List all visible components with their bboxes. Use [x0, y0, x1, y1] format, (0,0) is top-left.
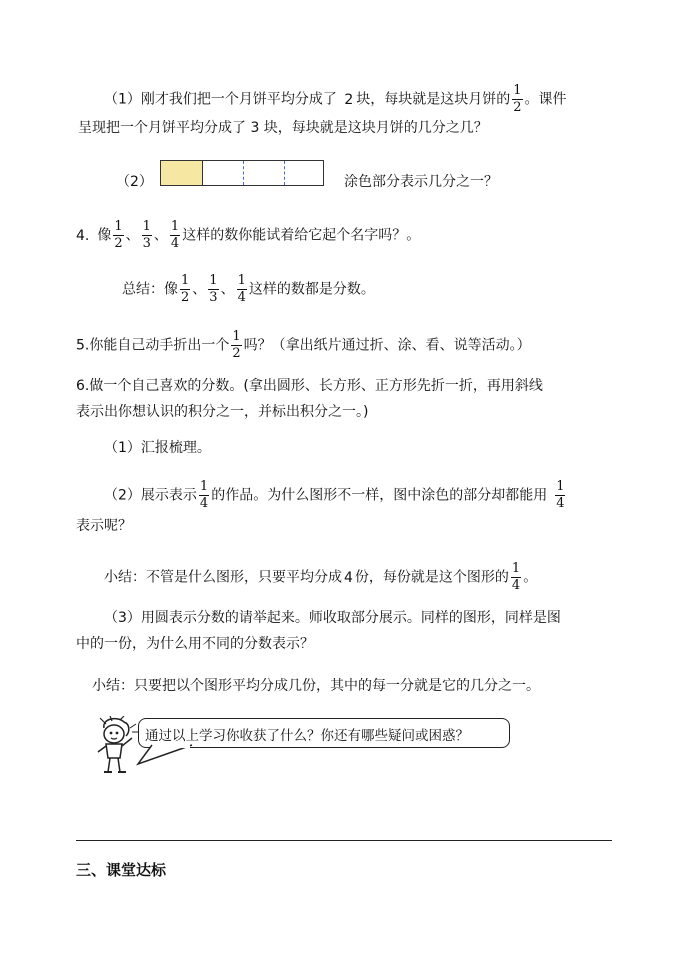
q4-post: 这样的数你能试着给它起个名字吗？。	[182, 227, 421, 244]
q6-line1: 6.做一个自己喜欢的分数。(拿出圆形、长方形、正方形先折一折，再用斜线	[76, 378, 543, 394]
shaded-segment	[161, 161, 203, 185]
frac-num: 1	[513, 83, 522, 98]
summary1-number: 4	[344, 569, 353, 586]
p1-number: 2	[344, 91, 354, 108]
divider-line	[284, 161, 285, 185]
frac-num: 1	[511, 561, 521, 576]
frac-den: 4	[556, 496, 565, 511]
frac-den: 2	[114, 236, 123, 251]
p1-text-c: 。课件	[524, 91, 567, 108]
fraction-half	[113, 220, 123, 251]
fraction-third	[208, 274, 218, 305]
divider-line	[243, 161, 244, 185]
frac-den: 4	[237, 290, 246, 305]
item2-pre: （2）展示表示	[104, 487, 197, 504]
q6-summary2: 小结：只要把以个图形平均分成几份，其中的每一分就是它的几分之一。	[92, 678, 540, 694]
p2-label: （2）	[116, 174, 153, 190]
frac-den: 3	[209, 290, 218, 305]
fraction-quarter	[511, 562, 521, 593]
section-divider	[76, 840, 612, 841]
p1-text-a: （1）刚才我们把一个月饼平均分成了	[104, 91, 337, 108]
p1-text-b: 块，每块就是这块月饼的	[356, 91, 511, 108]
separator: 、	[192, 281, 207, 298]
q4-number: 4.	[76, 227, 90, 244]
fraction-half	[512, 84, 522, 115]
summary-post: 这样的数都是分数。	[248, 281, 375, 298]
frac-num: 1	[237, 273, 246, 288]
q5-pre: 5.你能自己动手折出一个	[76, 337, 230, 354]
q4-line	[76, 220, 420, 251]
item2-mid: 的作品。为什么图形不一样，图中涂色的部分却都能用	[211, 487, 548, 504]
fraction-half	[180, 274, 190, 305]
frac-den: 4	[170, 236, 180, 251]
summary-pre: 总结：像	[122, 281, 178, 298]
p2-question: 涂色部分表示几分之一？	[344, 174, 498, 190]
fraction-quarter	[237, 274, 247, 305]
p1-line1	[104, 84, 567, 115]
q6-line2: 表示出你想认识的积分之一，并标出积分之一。)	[76, 404, 369, 420]
frac-den: 3	[142, 236, 151, 251]
frac-num: 1	[170, 219, 180, 234]
bubble-text: 通过以上学习你收获了什么？你还有哪些疑问或困惑？	[145, 728, 469, 744]
frac-num: 1	[232, 329, 241, 344]
q5-post: 吗？（拿出纸片通过折、涂、看、说等活动。）	[243, 337, 531, 354]
separator: 、	[125, 227, 140, 244]
frac-num: 1	[114, 219, 123, 234]
fraction-quarter	[555, 480, 565, 511]
p1-line2: 呈现把一个月饼平均分成了 3 块，每块就是这块月饼的几分之几？	[78, 120, 488, 136]
frac-den: 2	[513, 100, 522, 115]
frac-num: 1	[209, 273, 218, 288]
fraction-diagram	[160, 160, 324, 186]
frac-den: 2	[232, 346, 241, 361]
q6-item3-line2: 中的一份，为什么用不同的分数表示？	[76, 636, 314, 652]
q4-pre: 像	[97, 227, 112, 244]
frac-num: 1	[199, 479, 209, 494]
separator: 、	[220, 281, 235, 298]
q6-item1: （1）汇报梳理。	[104, 440, 211, 456]
q6-item2	[104, 480, 567, 511]
q6-item3-line1: （3）用圆表示分数的请举起来。师收取部分展示。同样的图形，同样是图	[104, 610, 561, 626]
q4-summary	[122, 274, 375, 305]
separator: 、	[153, 227, 168, 244]
bubble-tail	[132, 744, 222, 766]
frac-num: 1	[181, 273, 190, 288]
q6-item2-line2: 表示呢？	[76, 518, 132, 534]
frac-den: 2	[181, 290, 190, 305]
fraction-half	[231, 330, 241, 361]
summary1-post: 。	[523, 569, 538, 586]
fraction-quarter	[170, 220, 180, 251]
frac-den: 4	[511, 578, 521, 593]
frac-den: 4	[199, 496, 209, 511]
section-title: 三、课堂达标	[76, 861, 167, 879]
q5-line	[76, 330, 531, 361]
frac-num: 1	[142, 219, 151, 234]
summary1-pre: 小结：不管是什么图形，只要平均分成	[104, 569, 342, 586]
fraction-quarter	[199, 480, 209, 511]
q6-summary1	[104, 562, 537, 593]
frac-num: 1	[556, 479, 565, 494]
summary1-mid: 份，每份就是这个图形的	[354, 569, 509, 586]
fraction-third	[142, 220, 152, 251]
